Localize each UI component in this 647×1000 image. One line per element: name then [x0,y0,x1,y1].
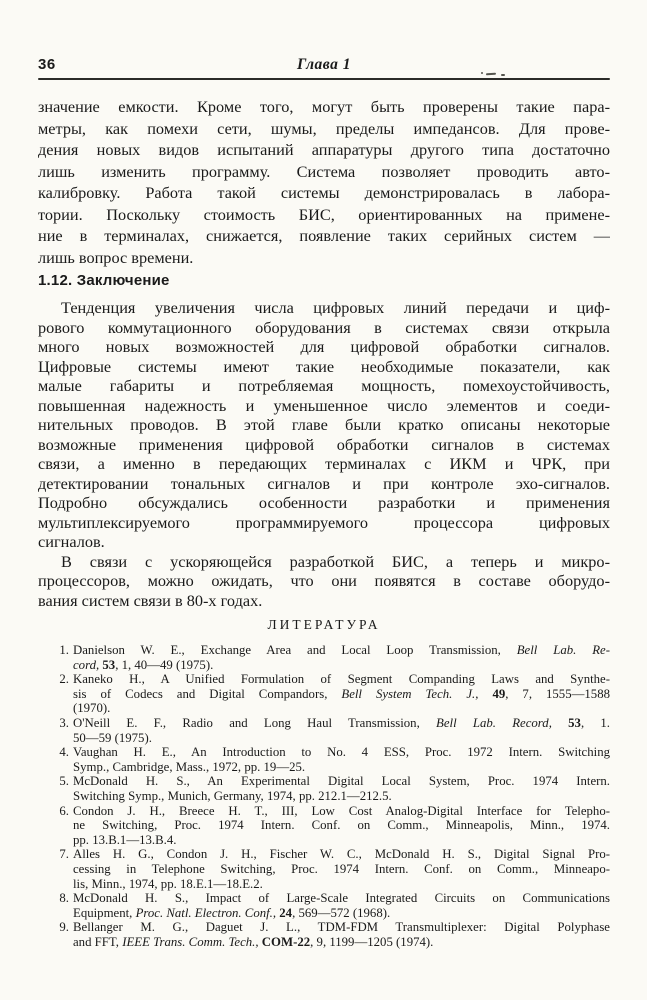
reference-list [38,643,610,949]
reference-item [38,745,610,774]
text-line: много новых возможностей для цифровой обработки сигналов. [38,337,610,356]
reference-number: 2. [59,672,69,687]
text-line: McDonald H. S., Impact of Large-Scale Integrated Circuits on Communications [73,891,610,906]
scan-speck [481,72,483,74]
reference-number: 6. [59,803,69,818]
italic-text: IEEE Trans. Comm. Tech., [122,934,259,949]
bold-text: 53 [102,657,116,672]
text-line: Тенденция увеличения числа цифровых линий передачи и циф- [61,298,610,317]
page-number: 36 [38,56,56,73]
text-line: and FFT, IEEE Trans. Comm. Tech., COM-22, 9, 1199—1205 (1974). [73,934,434,949]
italic-text: Bell Lab. Re- [516,643,610,657]
text-line: детектировании тональных сигналов и при контроле эхо-сигналов. [38,473,610,493]
italic-text: Proc. Natl. Electron. Conf., [135,905,277,920]
text-line: lis, Minn., 1974, pp. 18.E.1—18.E.2. [73,876,263,891]
text-line: Bellanger M. G., Daguet J. L., TDM-FDM Transmultiplexer: Digital Polyphase [73,920,610,935]
reference-number: 9. [59,920,69,935]
reference-item [38,920,610,949]
text-line: ne Switching, Proc. 1974 Intern. Conf. on Comm., Minneapolis, Minn., 1974. [73,818,610,833]
text-line: ние в терминалах, снижается, появление таких серийных систем — [38,226,610,245]
header-rule [38,78,610,80]
reference-item [38,804,610,848]
reference-item [38,891,610,920]
text-line: McDonald H. S., An Experimental Digital Local System, Proc. 1974 Intern. [73,774,610,789]
reference-number: 4. [59,745,69,760]
text-line: sis of Codecs and Digital Compandors, Bell System Tech. J., 49, 7, 1555—1588 [73,686,610,701]
reference-number: 1. [59,643,69,657]
reference-item [38,672,610,716]
text-line: мультиплексируемого программируемого процессора цифровых [38,512,610,532]
text-line: повышенная надежность и уменьшенное число элементов и соеди- [38,395,610,415]
italic-text: Bell Lab. Record, [436,715,552,730]
text-line: сигналов. [38,532,105,551]
text-line: Подробно обсуждались особенности разработки и применения [38,493,610,512]
text-line: лишь вопрос времени. [38,247,194,267]
text-line: Vaughan H. E., An Introduction to No. 4 ESS, Proc. 1972 Intern. Switching [73,745,610,760]
reference-number: 3. [59,715,69,730]
text-line: pp. 13.B.1—13.B.4. [73,832,177,847]
reference-item [38,716,610,745]
italic-text: Bell System Tech. J., [341,686,479,701]
scan-speck [501,74,505,76]
text-line: (1970). [73,701,111,716]
text-line: Equipment, Proc. Natl. Electron. Conf., 24, 569—572 (1968). [73,905,391,920]
text-line: процессоров, можно ожидать, что они появятся в составе оборудо- [38,571,610,590]
text-line: калибровку. Работа такой системы демонстрировалась в лабора- [38,183,610,202]
paragraph-capacity-testing [38,96,610,268]
text-line: cessing in Telephone Switching, Proc. 1974 Intern. Conf. on Comm., Minneapo- [73,861,610,876]
text-line: Danielson W. E., Exchange Area and Local Loop Transmission, Bell Lab. Re- [73,643,610,657]
text-line: вания систем связи в 80-х годах. [38,590,263,610]
reference-number: 7. [59,847,69,862]
chapter-title: Глава 1 [297,56,351,73]
text-line: малые габариты и потребляемая мощность, помехоустойчивость, [38,376,610,395]
text-line: дения новых видов испытаний аппаратуры другого типа достаточно [38,140,610,159]
reference-item [38,774,610,803]
literature-heading: ЛИТЕРАТУРА [267,617,381,632]
text-line: Condon J. H., Breece H. T., III, Low Cost Analog-Digital Interface for Telepho- [73,803,610,818]
running-head [38,56,610,75]
text-line: связи, а именно в передающих терминалах с ИКМ и ЧРК, при [38,454,610,473]
text-line: cord, 53, 1, 40—49 (1975). [73,657,214,672]
text-line: Symp., Cambridge, Mass., 1972, pp. 19—25. [73,759,306,774]
bold-text: 49 [492,686,506,701]
text-line: Switching Symp., Munich, Germany, 1974, pp. 212.1—212.5. [73,788,392,803]
text-line: нительных проводов. В этой главе были кратко описаны некоторые [38,415,610,434]
bold-text: COM-22 [261,934,311,949]
text-line: Цифровые системы имеют такие необходимые показатели, как [38,356,610,376]
text-line: значение емкости. Кроме того, могут быть проверены такие пара- [38,97,610,116]
reference-item [38,643,610,672]
reference-number: 5. [59,774,69,789]
italic-text: cord, [73,657,100,672]
paragraph-outlook [38,552,610,611]
text-line: В связи с ускоряющейся разработкой БИС, а теперь и микро- [61,551,610,571]
reference-item [38,847,610,891]
bold-text: 53 [568,715,581,730]
text-line: метры, как помехи сети, шумы, пределы импедансов. Для прове- [38,118,610,138]
text-line: Alles H. G., Condon J. H., Fischer W. C., McDonald H. S., Digital Signal Pro- [73,847,610,862]
text-line: 50—59 (1975). [73,730,152,745]
text-line: Kaneko H., A Unified Formulation of Segment Companding Laws and Synthe- [73,672,610,687]
text-line: рового коммутационного оборудования в системах связи открыла [38,317,610,337]
bold-text: 24 [279,905,293,920]
text-line: O'Neill E. F., Radio and Long Haul Transmission, Bell Lab. Record, 53, 1. [73,715,610,730]
text-line: тории. Поскольку стоимость БИС, ориентированных на примене- [38,204,610,224]
paragraph-conclusion [38,298,610,552]
section-heading: 1.12. Заключение [38,272,170,289]
text-line: возможные применения цифровой обработки сигналов в системах [38,434,610,454]
reference-number: 8. [59,891,69,906]
text-line: лишь изменить программу. Система позволяет проводить авто- [38,161,610,181]
